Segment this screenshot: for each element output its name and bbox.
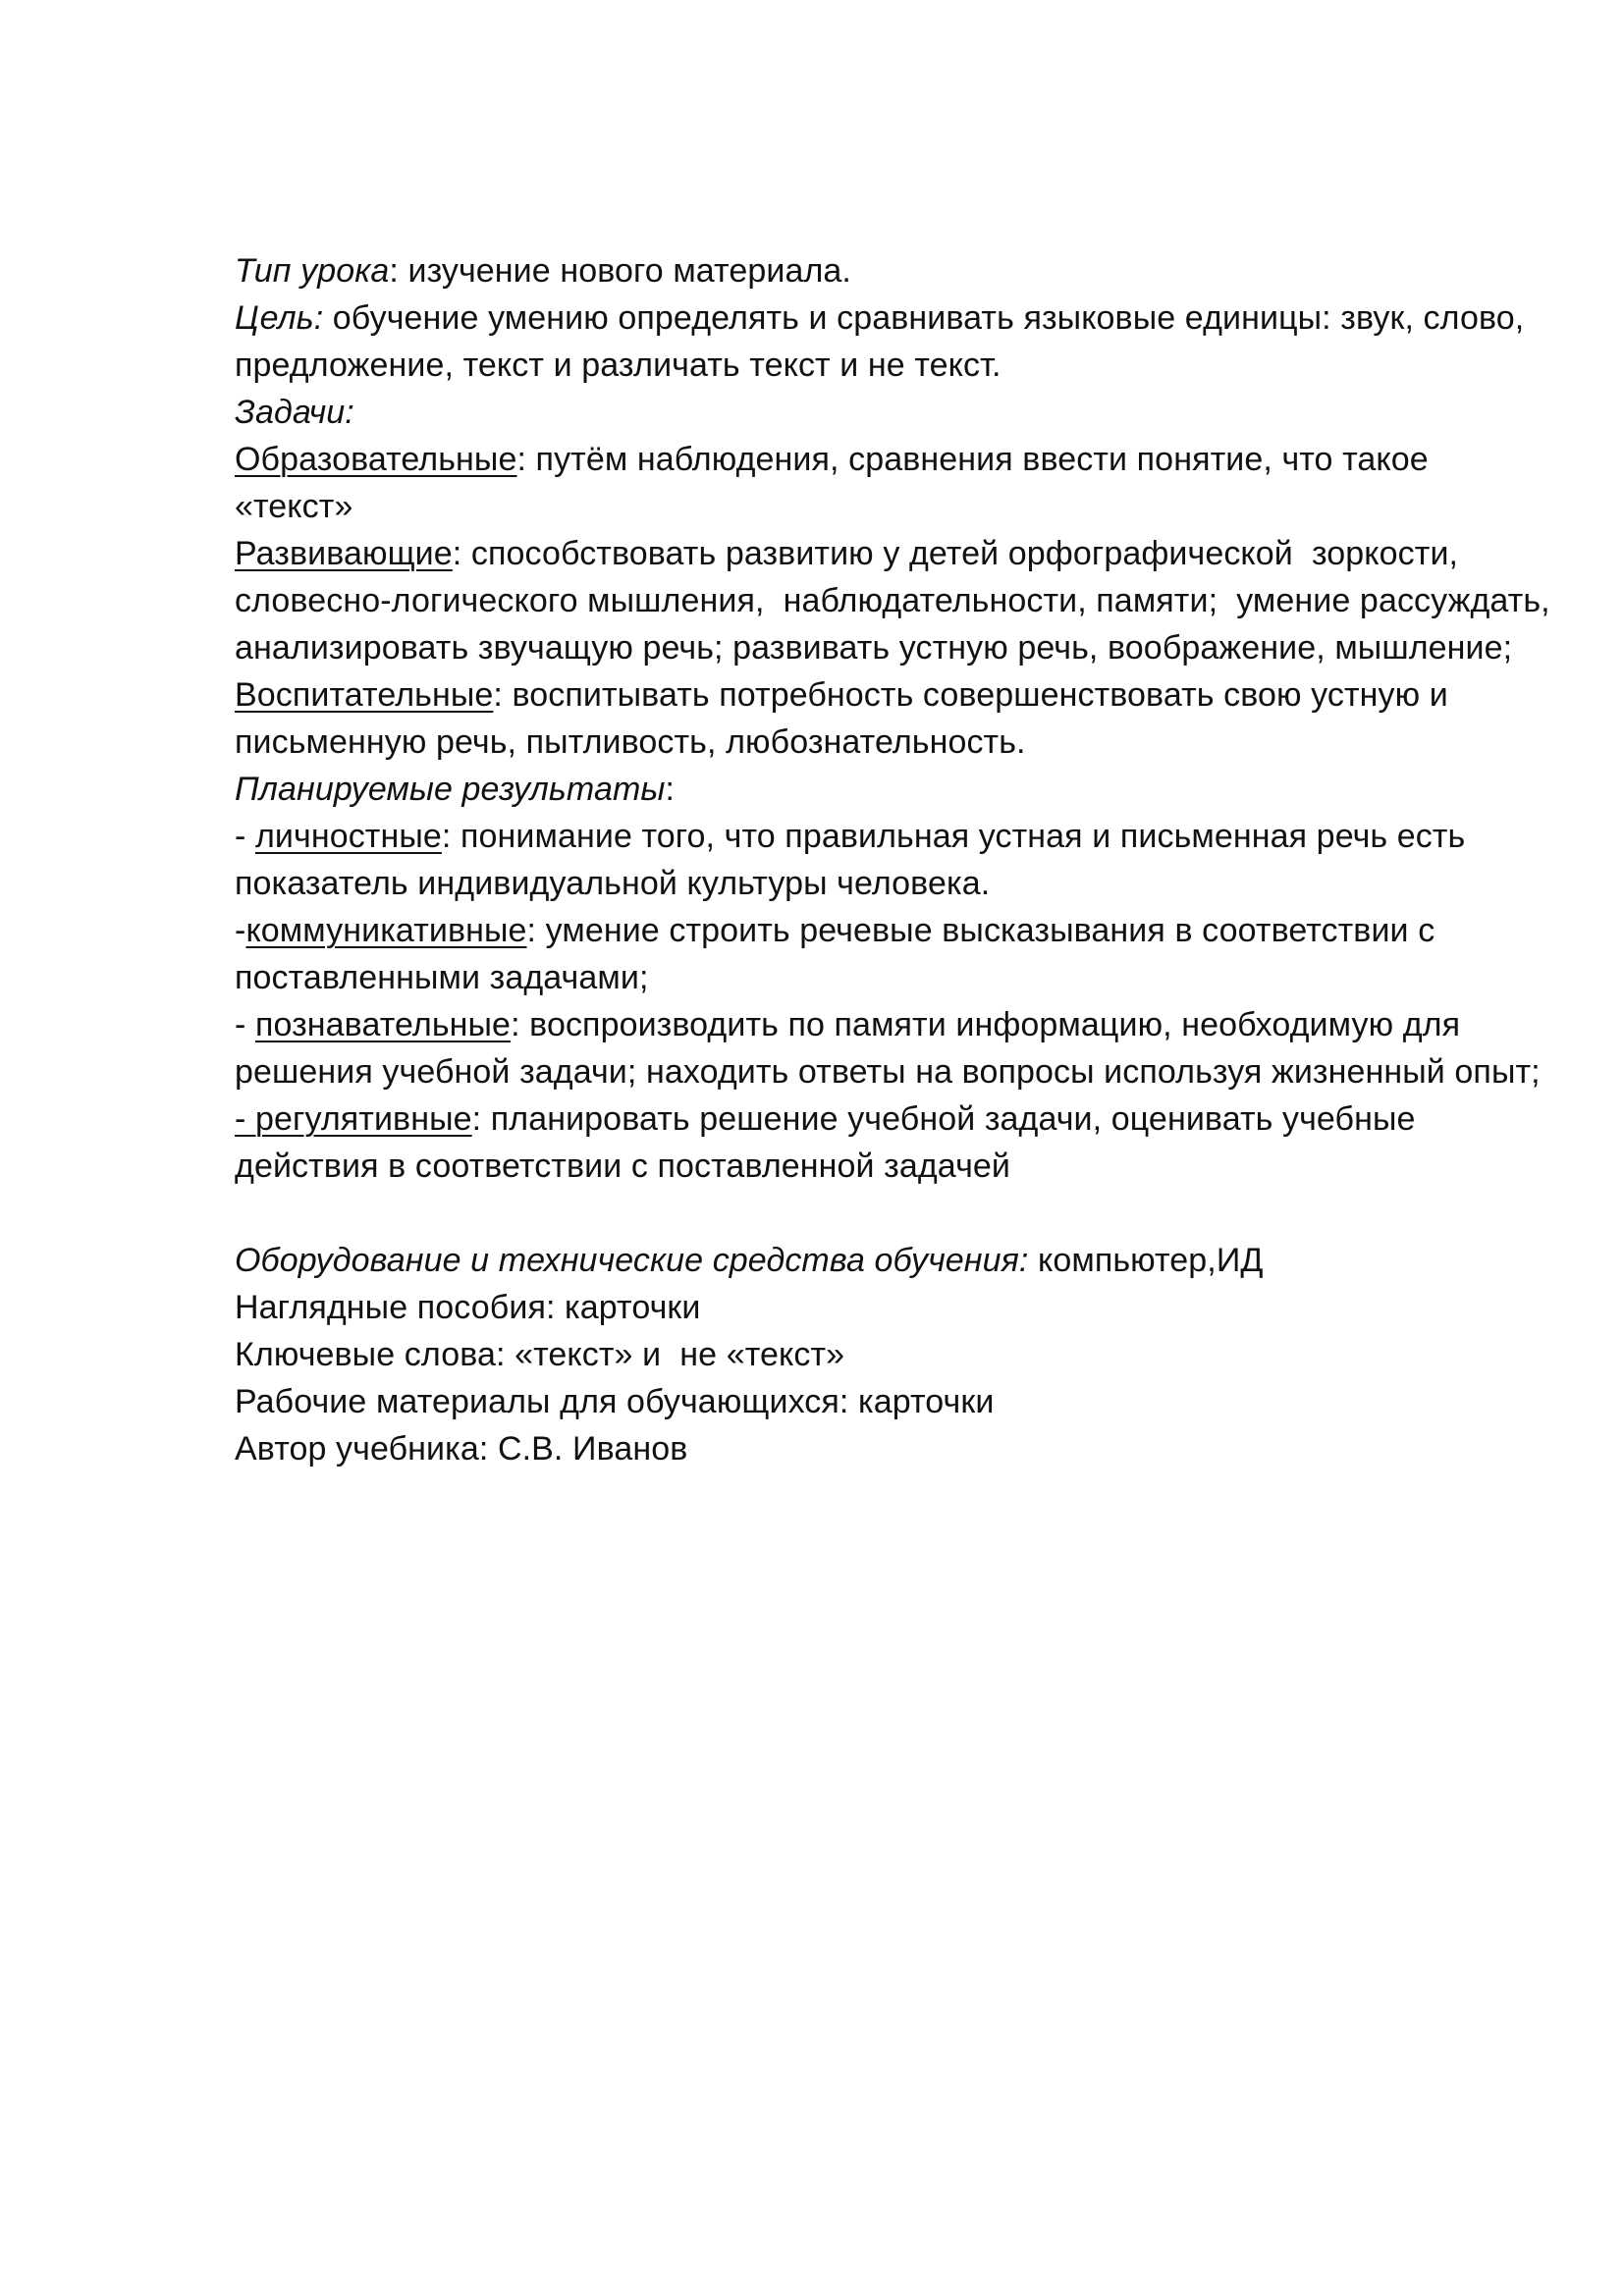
task-educational [235, 436, 1550, 530]
task-upbringing-value: : воспитывать потребность совершенствовать свою устную и письменную речь, пытливость, любознательность. [235, 676, 1458, 761]
results-heading-colon: : [665, 771, 676, 808]
lesson-type-label: Тип урока [235, 252, 390, 290]
lesson-goal-label: Цель: [235, 299, 324, 337]
equipment-label: Оборудование и технические средства обучения: [235, 1242, 1029, 1279]
result-personal-label: личностные [254, 818, 442, 855]
result-personal-prefix: - [235, 818, 255, 855]
lesson-type [235, 247, 1550, 294]
result-cognitive-value: : воспроизводить по памяти информацию, необходимую для решения учебной задачи; находить ответы на вопросы используя жизненный опыт; [235, 1006, 1541, 1091]
lesson-goal-value: обучение умению определять и сравнивать языковые единицы: звук, слово, предложение, текст и различать текст и не текст. [235, 299, 1534, 384]
equipment-value: компьютер,ИД [1028, 1242, 1264, 1279]
textbook-author: Автор учебника: С.В. Иванов [235, 1430, 688, 1468]
results-heading [235, 766, 1550, 813]
task-educational-label: Образовательные [235, 441, 517, 478]
task-educational-value: : путём наблюдения, сравнения ввести понятие, что такое «текст» [235, 441, 1438, 525]
result-communicative [235, 907, 1550, 1001]
result-personal [235, 813, 1550, 907]
result-regulatory [235, 1095, 1550, 1190]
lesson-type-value: : изучение нового материала. [389, 252, 851, 290]
result-cognitive [235, 1001, 1550, 1095]
keywords: Ключевые слова: «текст» и не «текст» [235, 1336, 845, 1373]
result-regulatory-label: - регулятивные [235, 1100, 472, 1138]
result-communicative-value: : умение строить речевые высказывания в соответствии с поставленными задачами; [235, 912, 1444, 996]
document-page [235, 247, 1560, 1472]
work-materials: Рабочие материалы для обучающихся: карточки [235, 1383, 995, 1420]
result-personal-value: : понимание того, что правильная устная и письменная речь есть показатель индивидуальной культуры человека. [235, 818, 1475, 902]
result-communicative-prefix: - [235, 912, 246, 949]
task-upbringing [235, 671, 1550, 766]
visual-aids: Наглядные пособия: карточки [235, 1289, 701, 1326]
result-regulatory-value: : планировать решение учебной задачи, оценивать учебные действия в соответствии с поставленной задачей [235, 1100, 1426, 1185]
result-communicative-label: коммуникативные [245, 912, 527, 949]
task-developing-label: Развивающие [235, 535, 453, 572]
task-developing-value: : способствовать развитию у детей орфографической зоркости, словесно-логического мышления, наблюдательности, памяти; умение рассуждать, анализировать звучащую речь; развивать устную речь, воображение, мышление; [235, 535, 1560, 667]
result-cognitive-label: познавательные [254, 1006, 512, 1043]
lesson-goal [235, 294, 1550, 389]
task-developing [235, 530, 1560, 671]
section-spacer [235, 1190, 1550, 1237]
results-heading-label: Планируемые результаты [235, 771, 666, 808]
equipment [235, 1237, 1550, 1284]
tasks-heading: Задачи: [235, 394, 354, 431]
task-upbringing-label: Воспитательные [235, 676, 494, 714]
result-cognitive-prefix: - [235, 1006, 255, 1043]
